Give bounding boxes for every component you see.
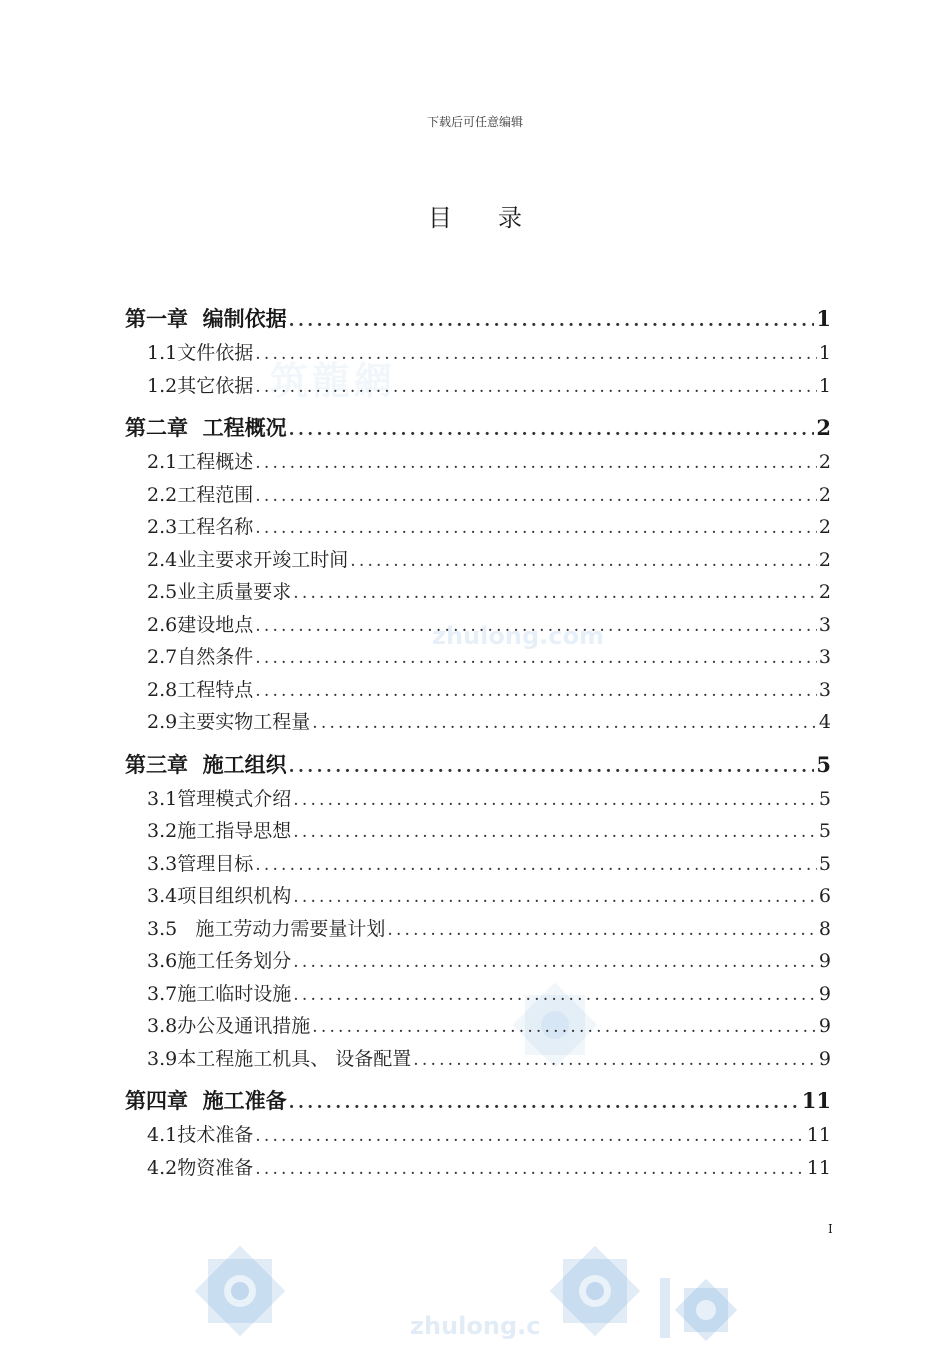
toc-page-number: 5 xyxy=(818,852,831,875)
toc-section-entry[interactable] xyxy=(125,1043,831,1076)
toc-section-entry[interactable] xyxy=(125,1119,831,1152)
toc-leader-dots xyxy=(253,642,817,674)
toc-entry-label: 建设地点 xyxy=(177,613,254,636)
toc-entry-label: 自然条件 xyxy=(177,646,254,668)
toc-section-entry[interactable] xyxy=(125,913,831,946)
watermark-text-bottom: zhulong.c xyxy=(410,1312,541,1340)
toc-entry-number: 3.6 xyxy=(147,950,178,972)
toc-entry-label: 第二章 工程概况 xyxy=(125,416,287,440)
toc-entry-label: 本工程施工机具、 设备配置 xyxy=(177,1047,412,1070)
toc-entry-label: 管理模式介绍 xyxy=(177,787,292,810)
toc-section-entry[interactable] xyxy=(125,783,831,816)
toc-entry-number: 2.1 xyxy=(147,451,178,473)
toc-page-number: 2 xyxy=(818,581,831,603)
toc-chapter-entry[interactable] xyxy=(125,746,831,783)
toc-leader-dots xyxy=(287,303,815,337)
toc-page-number: 11 xyxy=(801,1088,831,1113)
toc-leader-dots xyxy=(253,1153,805,1185)
toc-section-entry[interactable] xyxy=(125,978,831,1011)
toc-leader-dots xyxy=(291,946,817,978)
watermark-flower-icon xyxy=(185,1236,295,1346)
toc-leader-dots xyxy=(385,914,817,946)
toc-page-number: 9 xyxy=(818,1047,831,1070)
watermark-text: zhulong.com xyxy=(432,622,604,650)
toc-section-entry[interactable] xyxy=(125,1152,831,1185)
toc-section-entry[interactable] xyxy=(125,945,831,978)
toc-entry-number: 3.5 xyxy=(147,917,178,940)
toc-entry-number: 1.1 xyxy=(147,342,178,364)
toc-entry-number: 4.1 xyxy=(147,1124,178,1146)
toc-entry-number: 2.3 xyxy=(147,516,178,538)
toc-leader-dots xyxy=(287,412,815,446)
toc-leader-dots xyxy=(253,371,817,403)
toc-leader-dots xyxy=(348,545,817,577)
toc-leader-dots xyxy=(253,849,817,881)
toc-leader-dots xyxy=(411,1044,817,1076)
watermark-flower-icon xyxy=(540,1236,650,1346)
toc-section-entry[interactable] xyxy=(125,815,831,848)
toc-entry-label: 项目组织机构 xyxy=(177,885,292,907)
toc-entry-label: 主要实物工程量 xyxy=(177,711,311,733)
toc-page-number: 3 xyxy=(818,678,831,701)
toc-entry-label: 工程概述 xyxy=(177,451,254,473)
toc-entry-label: 第四章 施工准备 xyxy=(125,1089,287,1113)
toc-leader-dots xyxy=(253,338,817,370)
toc-section-entry[interactable] xyxy=(125,706,831,739)
toc-entry-number: 2.6 xyxy=(147,613,178,636)
toc-page-number: 5 xyxy=(818,820,831,842)
toc-section-entry[interactable] xyxy=(125,446,831,479)
toc-page-number: 2 xyxy=(818,483,831,506)
toc-entry-label: 管理目标 xyxy=(177,852,254,875)
toc-leader-dots xyxy=(310,707,817,739)
toc-entry-number: 3.8 xyxy=(147,1015,178,1037)
watermark-flower-icon xyxy=(660,1272,740,1344)
toc-entry-label: 第三章 施工组织 xyxy=(125,752,287,777)
toc-leader-dots xyxy=(291,881,817,913)
toc-leader-dots xyxy=(291,784,817,816)
toc-page-number: 3 xyxy=(818,613,831,636)
toc-entry-label: 技术准备 xyxy=(177,1124,254,1146)
toc-entry-number: 4.2 xyxy=(147,1156,178,1179)
toc-page-number: 1 xyxy=(818,374,831,397)
page-title: 目录 xyxy=(428,204,568,232)
toc-section-entry[interactable] xyxy=(125,880,831,913)
toc-entry-number: 3.9 xyxy=(147,1047,178,1070)
toc-entry-number: 3.4 xyxy=(147,885,178,907)
toc-entry-number: 1.2 xyxy=(147,374,178,397)
toc-entry-label: 施工任务划分 xyxy=(177,950,292,972)
toc-page-number: 2 xyxy=(818,451,831,473)
toc-leader-dots xyxy=(253,610,817,642)
toc-entry-number: 2.5 xyxy=(147,581,178,603)
toc-section-entry[interactable] xyxy=(125,479,831,512)
toc-section-entry[interactable] xyxy=(125,576,831,609)
toc-entry-label: 业主质量要求 xyxy=(177,581,292,603)
toc-entry-label: 办公及通讯措施 xyxy=(177,1015,311,1037)
toc-page-number: 9 xyxy=(818,1015,831,1037)
toc-entry-number: 2.2 xyxy=(147,483,178,506)
toc-leader-dots xyxy=(291,577,817,609)
toc-page-number: 2 xyxy=(818,516,831,538)
toc-entry-label: 物资准备 xyxy=(177,1156,254,1179)
toc-chapter-entry[interactable] xyxy=(125,1082,831,1119)
toc-page-number: 5 xyxy=(818,787,831,810)
toc-chapter-entry[interactable] xyxy=(125,300,831,337)
toc-leader-dots xyxy=(291,816,817,848)
toc-entry-label: 施工临时设施 xyxy=(177,982,292,1005)
toc-page-number: 2 xyxy=(816,415,831,440)
toc-leader-dots xyxy=(253,675,817,707)
toc-page-number: 5 xyxy=(816,751,831,777)
toc-chapter-entry[interactable] xyxy=(125,409,831,446)
toc-section-entry[interactable] xyxy=(125,848,831,881)
toc-entry-label: 施工指导思想 xyxy=(177,820,292,842)
toc-page-number: 1 xyxy=(816,306,831,331)
toc-page-number: 6 xyxy=(818,885,831,907)
toc-section-entry[interactable] xyxy=(125,337,831,370)
toc-entry-label: 其它依据 xyxy=(177,374,254,397)
toc-leader-dots xyxy=(310,1011,817,1043)
page-header: 下载后可任意编辑 xyxy=(426,115,523,129)
watermark-cn: 筑龍網 xyxy=(270,359,397,403)
toc-entry-number: 3.1 xyxy=(147,787,178,810)
toc-entry-label: 工程范围 xyxy=(177,483,254,506)
toc-entry-label: 业主要求开竣工时间 xyxy=(177,548,349,571)
toc-entry-number: 3.2 xyxy=(147,820,178,842)
toc-section-entry[interactable] xyxy=(125,609,831,642)
toc-page-number: 8 xyxy=(818,917,831,940)
toc-entry-number: 3.3 xyxy=(147,852,178,875)
toc-page-number: 9 xyxy=(818,982,831,1005)
toc-entry-label: 文件依据 xyxy=(177,342,254,364)
toc-section-entry[interactable] xyxy=(125,370,831,403)
toc-page-number: 1 xyxy=(818,342,831,364)
toc-leader-dots xyxy=(253,512,817,544)
toc-entry-label: 工程名称 xyxy=(177,516,254,538)
toc-entry-number: 3.7 xyxy=(147,982,178,1005)
toc-section-entry[interactable] xyxy=(125,1010,831,1043)
toc-section-entry[interactable] xyxy=(125,544,831,577)
toc-leader-dots xyxy=(287,1085,800,1119)
toc-entry-number: 2.7 xyxy=(147,646,178,668)
toc-page-number: 11 xyxy=(806,1156,831,1179)
toc-page-number: 11 xyxy=(806,1124,831,1146)
toc-entry-number: 2.8 xyxy=(147,678,178,701)
toc-page-number: 9 xyxy=(818,950,831,972)
toc-entry-label: 施工劳动力需要量计划 xyxy=(177,917,386,940)
toc-entry-label: 工程特点 xyxy=(177,678,254,701)
toc-leader-dots xyxy=(253,1120,805,1152)
table-of-contents xyxy=(125,300,831,1184)
toc-leader-dots xyxy=(253,447,817,479)
toc-entry-number: 2.9 xyxy=(147,711,178,733)
toc-section-entry[interactable] xyxy=(125,674,831,707)
toc-section-entry[interactable] xyxy=(125,641,831,674)
toc-leader-dots xyxy=(291,979,817,1011)
toc-entry-label: 第一章 编制依据 xyxy=(125,307,287,331)
toc-page-number: 4 xyxy=(818,711,831,733)
toc-page-number: 2 xyxy=(818,548,831,571)
toc-section-entry[interactable] xyxy=(125,511,831,544)
toc-leader-dots xyxy=(253,480,817,512)
toc-entry-number: 2.4 xyxy=(147,548,178,571)
toc-leader-dots xyxy=(287,749,815,783)
toc-page-number: 3 xyxy=(818,646,831,668)
page-number: I xyxy=(828,1222,833,1236)
